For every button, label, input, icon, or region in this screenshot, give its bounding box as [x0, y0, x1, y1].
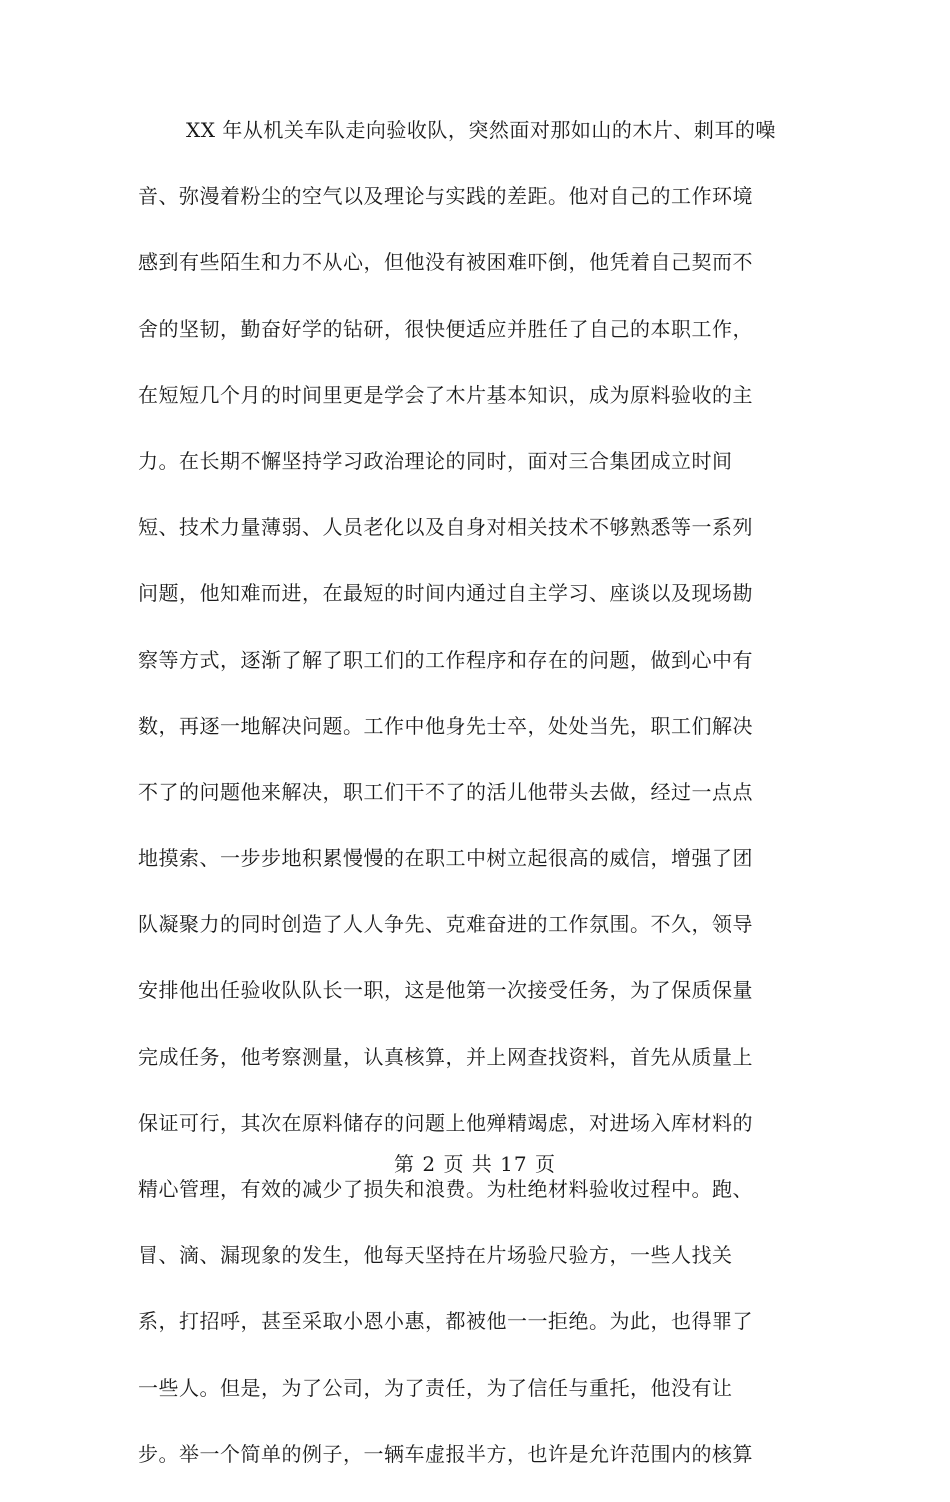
- body-text: [138, 112, 818, 1502]
- text-line: XX 年从机关车队走向验收队，突然面对那如山的木片、刺耳的噪: [186, 118, 776, 142]
- text-line: 察等方式，逐渐了解了职工们的工作程序和存在的问题，做到心中有: [138, 647, 753, 672]
- text-line: 不了的问题他来解决，职工们干不了的活儿他带头去做，经过一点点: [138, 779, 753, 804]
- text-line: 力。在长期不懈坚持学习政治理论的同时，面对三合集团成立时间: [138, 448, 733, 473]
- text-line: 保证可行，其次在原料储存的问题上他殚精竭虑，对进场入库材料的: [138, 1110, 753, 1135]
- text-line: 数，再逐一地解决问题。工作中他身先士卒，处处当先，职工们解决: [138, 713, 753, 738]
- text-line: 舍的坚韧，勤奋好学的钻研，很快便适应并胜任了自己的本职工作，: [138, 316, 753, 341]
- text-line: 步。举一个简单的例子，一辆车虚报半方，也许是允许范围内的核算: [138, 1441, 753, 1466]
- text-line: 精心管理，有效的减少了损失和浪费。为杜绝材料验收过程中。跑、: [138, 1177, 753, 1201]
- text-line: 地摸索、一步步地积累慢慢的在职工中树立起很高的威信，增强了团: [138, 846, 753, 871]
- text-line: 队凝聚力的同时创造了人人争先、克难奋进的工作氛围。不久，领导: [138, 912, 753, 937]
- text-line: 音、弥漫着粉尘的空气以及理论与实践的差距。他对自己的工作环境: [138, 184, 753, 209]
- page-number-footer: 第 2 页 共 17 页: [394, 1152, 556, 1176]
- text-line: 冒、滴、漏现象的发生，他每天坚持在片场验尺验方，一些人找关: [138, 1243, 733, 1268]
- text-line: 感到有些陌生和力不从心，但他没有被困难吓倒，他凭着自己契而不: [138, 250, 753, 275]
- text-line: 在短短几个月的时间里更是学会了木片基本知识，成为原料验收的主: [138, 382, 753, 407]
- text-line: 短、技术力量薄弱、人员老化以及自身对相关技术不够熟悉等一系列: [138, 515, 753, 540]
- text-line: 系，打招呼，甚至采取小恩小惠，都被他一一拒绝。为此，也得罪了: [138, 1309, 753, 1334]
- text-line: 安排他出任验收队队长一职，这是他第一次接受任务，为了保质保量: [138, 978, 753, 1003]
- text-line: 一些人。但是，为了公司，为了责任，为了信任与重托，他没有让: [138, 1375, 733, 1400]
- text-line: 完成任务，他考察测量，认真核算，并上网查找资料，首先从质量上: [138, 1044, 753, 1069]
- text-line: 问题，他知难而进，在最短的时间内通过自主学习、座谈以及现场勘: [138, 581, 753, 606]
